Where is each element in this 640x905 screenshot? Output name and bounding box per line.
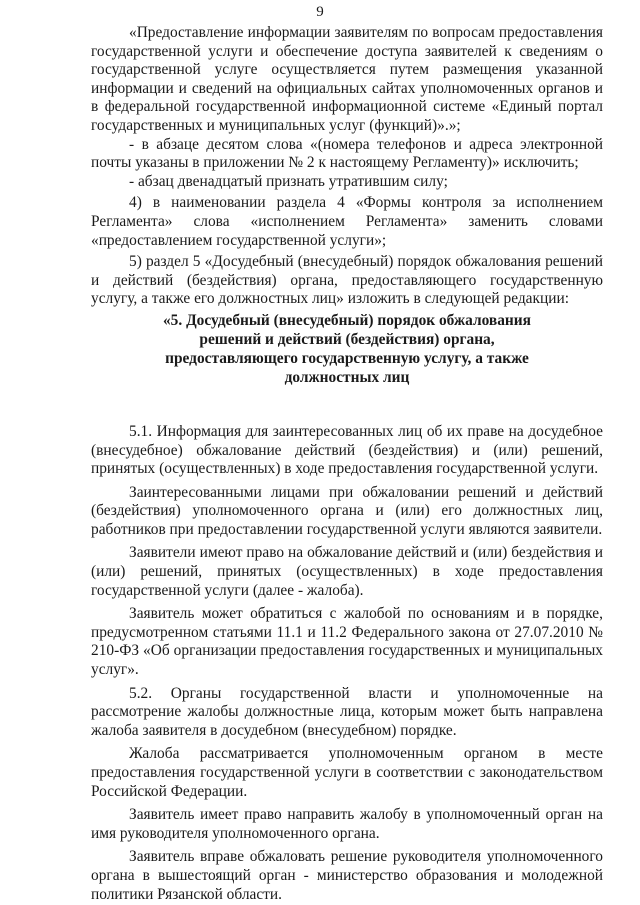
- body-paragraph-complaint-review: Жалоба рассматривается уполномоченным органом в месте предоставления государственной услуги в соответствии с законодательством Российской Федерации.: [91, 745, 603, 800]
- body-paragraph-higher-authority: Заявитель вправе обжаловать решение руководителя уполномоченного органа в вышестоящий орган - министерство образования и молодежной политики Рязанской области.: [91, 848, 603, 903]
- body-paragraph-complaint-grounds: Заявитель может обратиться с жалобой по основаниям и в порядке, предусмотренном статьями 11.1 и 11.2 Федерального закона от 27.07.2010 № 210-ФЗ «Об организации предоставления государственных и муниципальных услуг».: [91, 605, 603, 679]
- body-paragraph-5-2: 5.2. Органы государственной власти и уполномоченные на рассмотрение жалобы должностные лица, которым может быть направлена жалоба заявителя в досудебном (внесудебном) порядке.: [91, 684, 603, 739]
- body-paragraph-interested-persons: Заинтересованными лицами при обжаловании решений и действий (бездействия) уполномоченного органа и (или) его должностных лиц, работников при предоставлении государственной услуги являются заявители.: [91, 483, 603, 538]
- body-paragraph-appeal-right: Заявители имеют право на обжалование действий и (или) бездействия и (или) решений, принятых (осуществленных) в ходе предоставления государственной услуги (далее - жалоба).: [91, 544, 603, 599]
- section-heading-line-4: должностных лиц: [284, 368, 410, 386]
- intro-paragraph-4: 4) в наименовании раздела 4 «Формы контроля за исполнением Регламента» слова «исполнением Регламента» заменить словами «предоставлением государственной услуги»;: [91, 194, 603, 249]
- section-heading-line-1: «5. Досудебный (внесудебный) порядок обжалования: [162, 311, 531, 329]
- section-heading-line-2: решений и действий (бездействия) органа,: [199, 330, 495, 348]
- body-paragraph-send-to-head: Заявитель имеет право направить жалобу в уполномоченный орган на имя руководителя уполномоченного органа.: [91, 806, 603, 842]
- intro-paragraph-1: «Предоставление информации заявителям по вопросам предоставления государственной услуги и обеспечение доступа заявителей к сведениям о государственной услуге осуществляется путем размещения указанной информации и сведений на официальных сайтах уполномоченных органов и в федеральной государственной информационной системе «Единый портал государственных и муниципальных услуг (функций)».»;: [91, 24, 603, 134]
- section-heading-line-3: предоставляющего государственную услугу, а также: [165, 349, 529, 367]
- page-number: 9: [316, 4, 324, 20]
- intro-paragraph-3: - абзац двенадцатый признать утратившим силу;: [129, 172, 448, 190]
- intro-paragraph-2: - в абзаце десятом слова «(номера телефонов и адреса электронной почты указаны в приложении № 2 к настоящему Регламенту)» исключить;: [91, 135, 603, 172]
- body-paragraph-5-1: 5.1. Информация для заинтересованных лиц об их праве на досудебное (внесудебное) обжалование действий (бездействия) и (или) решений, принятых (осуществленных) в ходе предоставления государственной услуги.: [91, 422, 603, 478]
- section-heading: [91, 311, 603, 387]
- intro-paragraph-5: 5) раздел 5 «Досудебный (внесудебный) порядок обжалования решений и действий (бездействия) органа, предоставляющего государственную услугу, а также его должностных лиц» изложить в следующей редакции:: [91, 253, 603, 308]
- document-body: [91, 24, 603, 904]
